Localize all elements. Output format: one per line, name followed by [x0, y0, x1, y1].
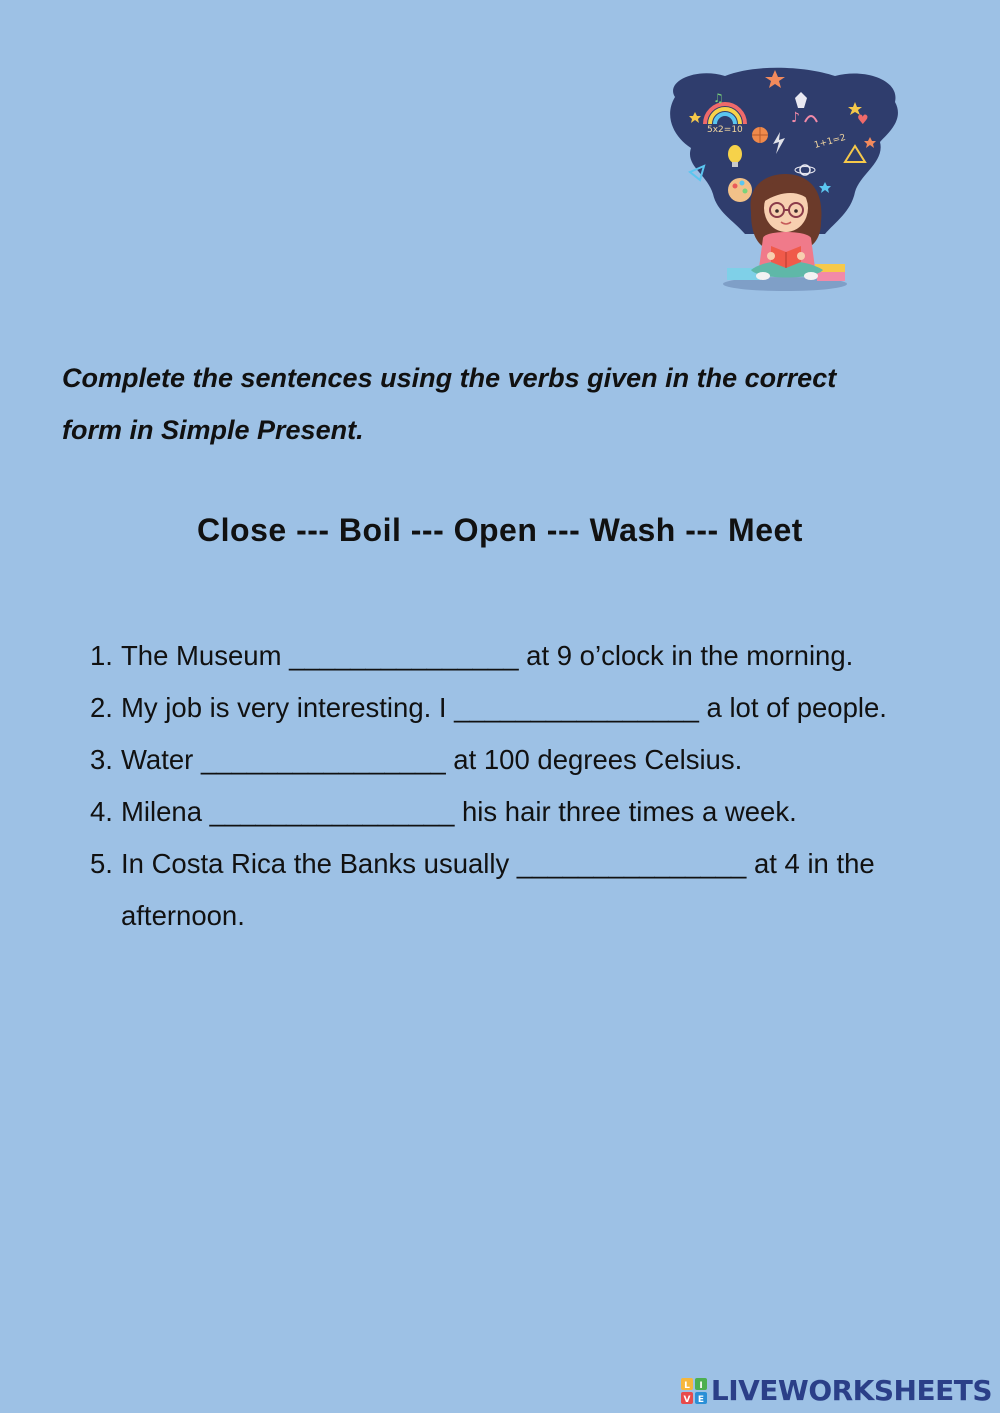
illustration-svg: [655, 62, 905, 297]
math-text-1: 5x2=10: [707, 125, 743, 135]
svg-text:L: L: [684, 1380, 690, 1391]
exercise-item-4: [90, 786, 950, 838]
svg-text:♫: ♫: [713, 91, 724, 105]
instructions-line-1: Complete the sentences using the verbs given in the correct: [62, 363, 837, 393]
exercise-text: In Costa Rica the Banks usually _______________ at 4 in the afternoon.: [121, 848, 875, 931]
exercise-item-3: [90, 734, 950, 786]
math-text-2: 1+1=2: [813, 132, 847, 151]
svg-text:E: E: [697, 1394, 704, 1404]
svg-text:I: I: [699, 1380, 703, 1391]
reading-girl-illustration: [655, 62, 905, 297]
svg-text:♥: ♥: [857, 113, 869, 128]
exercise-text: My job is very interesting. I ________________ a lot of people.: [121, 692, 887, 723]
verb-bank: Close --- Boil --- Open --- Wash --- Meet: [197, 512, 803, 548]
svg-text:♪: ♪: [791, 110, 800, 126]
exercise-item-5: [90, 838, 950, 942]
instructions: [62, 352, 962, 456]
svg-text:V: V: [683, 1394, 691, 1404]
exercise-item-1: [90, 630, 950, 682]
exercise-text: The Museum _______________ at 9 o’clock in the morning.: [121, 640, 854, 671]
exercise-number: 2.: [90, 692, 113, 723]
liveworksheets-brand: [681, 1374, 992, 1407]
exercise-item-2: [90, 682, 950, 734]
exercise-number: 3.: [90, 744, 113, 775]
exercise-text: Milena ________________ his hair three times a week.: [121, 796, 797, 827]
liveworksheets-logo-icon: [681, 1378, 707, 1404]
exercise-number: 1.: [90, 640, 113, 671]
exercise-text: Water ________________ at 100 degrees Celsius.: [121, 744, 743, 775]
exercise-number: 4.: [90, 796, 113, 827]
exercise-number: 5.: [90, 848, 113, 879]
instructions-line-2: form in Simple Present.: [62, 415, 364, 445]
exercise-list: [90, 630, 950, 942]
brand-name: LIVEWORKSHEETS: [710, 1374, 992, 1407]
